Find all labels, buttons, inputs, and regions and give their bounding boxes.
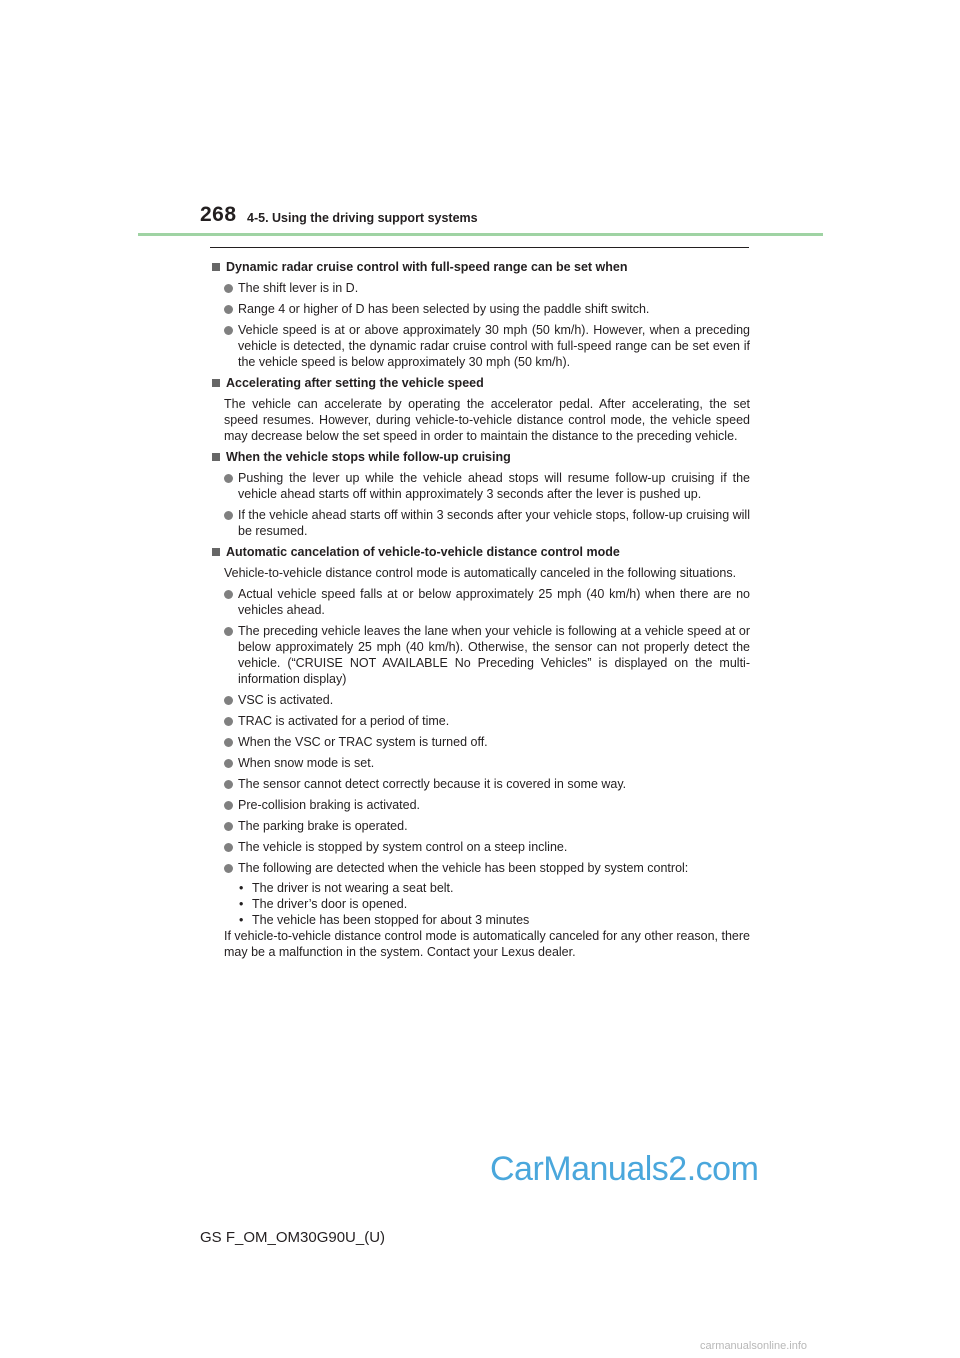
bullet-dot-icon: [224, 590, 233, 599]
bullet-dot-icon: [224, 627, 233, 636]
section-accelerating: [210, 375, 750, 444]
sub-list-item: • The vehicle has been stopped for about 3 minutes: [239, 913, 530, 927]
paragraph: Vehicle-to-vehicle distance control mode is automatically canceled in the following situations.: [224, 566, 737, 580]
list-item: If the vehicle ahead starts off within 3 seconds after your vehicle stops, follow-up cruising will be resumed.: [224, 507, 750, 539]
paragraph: The vehicle can accelerate by operating the accelerator pedal. After accelerating, the set speed resumes. However, during vehicle-to-vehicle distance control mode, the vehicle speed may decrease below the set speed in order to maintain the distance to the preceding vehicle.: [224, 397, 750, 443]
list-item: The following are detected when the vehicle has been stopped by system control:: [224, 860, 750, 876]
section-automatic-cancelation: [210, 544, 750, 960]
square-bullet-icon: [212, 548, 220, 556]
watermark-small: carmanualsonline.info: [700, 1340, 808, 1352]
bullet-dot-icon: [224, 284, 233, 293]
list-item: Pushing the lever up while the vehicle ahead stops will resume follow-up cruising if the vehicle ahead starts off within approximately 3 seconds after the lever is pushed up.: [224, 470, 750, 502]
section-follow-up-stop: [210, 449, 750, 539]
bullet-dot-icon: [224, 326, 233, 335]
square-bullet-icon: [212, 263, 220, 271]
sub-bullet-icon: •: [239, 913, 244, 927]
page-number: 268: [200, 203, 237, 226]
closing-paragraph: If vehicle-to-vehicle distance control mode is automatically canceled for any other reason, there may be a malfunction in the system. Contact your Lexus dealer.: [224, 929, 750, 959]
bullet-dot-icon: [224, 843, 233, 852]
watermark-logo: CarManuals2.com: [490, 1150, 759, 1188]
list-item: Actual vehicle speed falls at or below approximately 25 mph (40 km/h) when there are no vehicles ahead.: [224, 586, 750, 618]
section-heading: Accelerating after setting the vehicle speed: [210, 375, 750, 391]
bullet-dot-icon: [224, 801, 233, 810]
footer-doc-code: GS F_OM_OM30G90U_(U): [200, 1229, 386, 1246]
list-item: The shift lever is in D.: [224, 280, 750, 296]
content-rule: [210, 247, 749, 248]
section-heading: Automatic cancelation of vehicle-to-vehicle distance control mode: [210, 544, 750, 560]
sub-list-item: • The driver is not wearing a seat belt.: [239, 881, 454, 895]
section-heading: Dynamic radar cruise control with full-speed range can be set when: [210, 259, 750, 275]
list-item: The preceding vehicle leaves the lane when your vehicle is following at a vehicle speed at or below approximately 25 mph (40 km/h). Otherwise, the sensor can not properly detect the vehicle. (“CRUISE NOT AVAILABLE No Preceding Vehicles” is displayed on the multi-information display): [224, 623, 750, 687]
square-bullet-icon: [212, 379, 220, 387]
list-item: When the VSC or TRAC system is turned off.: [224, 734, 750, 750]
sub-list-item: • The driver’s door is opened.: [239, 897, 408, 911]
sub-bullet-icon: •: [239, 897, 244, 911]
bullet-dot-icon: [224, 759, 233, 768]
list-item: VSC is activated.: [224, 692, 750, 708]
list-item: The sensor cannot detect correctly because it is covered in some way.: [224, 776, 750, 792]
list-item: Range 4 or higher of D has been selected by using the paddle shift switch.: [224, 301, 750, 317]
list-item: When snow mode is set.: [224, 755, 750, 771]
section-full-speed-conditions: [210, 259, 750, 370]
chapter-title: 4-5. Using the driving support systems: [247, 211, 478, 225]
bullet-dot-icon: [224, 305, 233, 314]
bullet-dot-icon: [224, 738, 233, 747]
page-content: [210, 259, 750, 965]
list-item: The vehicle is stopped by system control on a steep incline.: [224, 839, 750, 855]
bullet-dot-icon: [224, 864, 233, 873]
bullet-dot-icon: [224, 822, 233, 831]
bullet-dot-icon: [224, 474, 233, 483]
bullet-dot-icon: [224, 717, 233, 726]
bullet-dot-icon: [224, 511, 233, 520]
bullet-dot-icon: [224, 780, 233, 789]
list-item: TRAC is activated for a period of time.: [224, 713, 750, 729]
header-rule: [138, 233, 823, 236]
list-item: Pre-collision braking is activated.: [224, 797, 750, 813]
square-bullet-icon: [212, 453, 220, 461]
sub-bullet-icon: •: [239, 881, 244, 895]
list-item: Vehicle speed is at or above approximately 30 mph (50 km/h). However, when a preceding vehicle is detected, the dynamic radar cruise control with full-speed range can be set even if the vehicle speed is below approximately 30 mph (50 km/h).: [224, 322, 750, 370]
bullet-dot-icon: [224, 696, 233, 705]
list-item: The parking brake is operated.: [224, 818, 750, 834]
section-heading: When the vehicle stops while follow-up cruising: [210, 449, 750, 465]
